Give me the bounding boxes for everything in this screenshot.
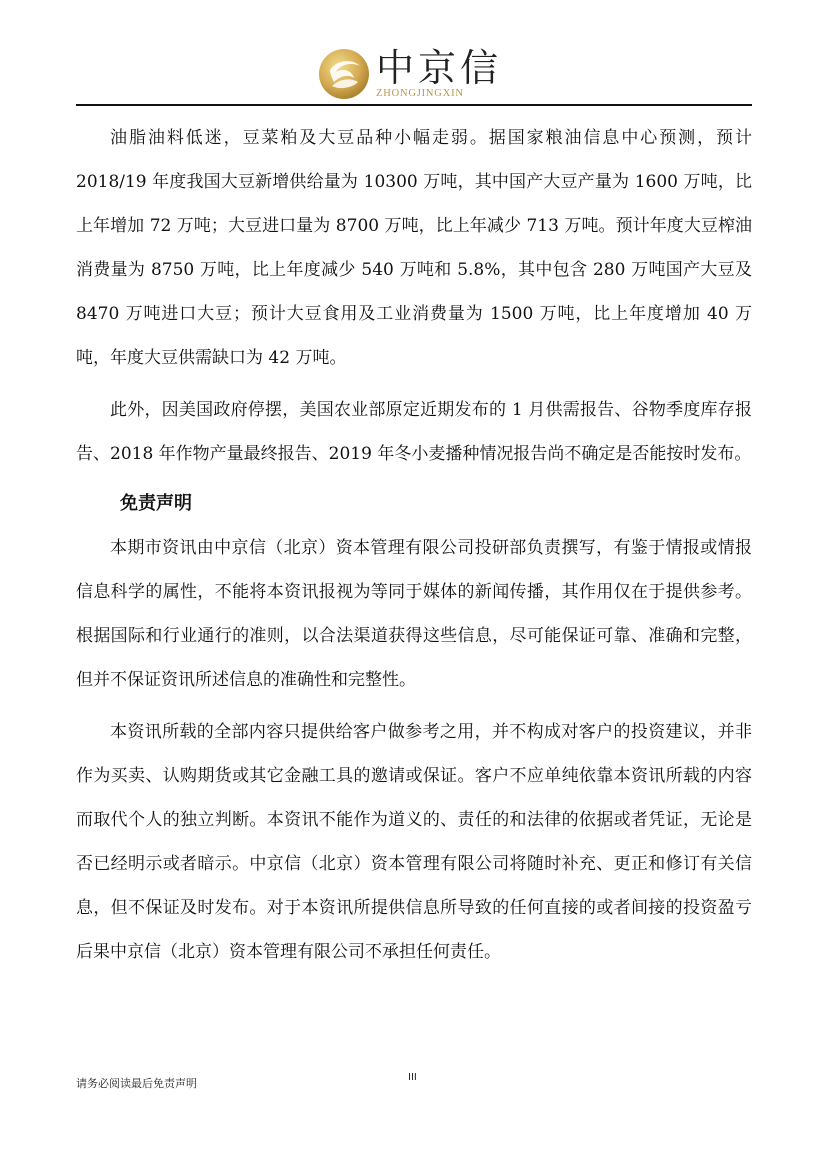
market-paragraph-1: 油脂油料低迷，豆菜粕及大豆品种小幅走弱。据国家粮油信息中心预测，预计 2018/19 年度我国大豆新增供给量为 10300 万吨，其中国产大豆产量为 1600 万吨，比上年增加 72 万吨；大豆进口量为 8700 万吨，比上年减少 713 万吨。预计年度大豆榨油消费量为 8750 万吨，比上年度减少 540 万吨和 5.8%，其中包含 280 万吨国产大豆及 8470 万吨进口大豆；预计大豆食用及工业消费量为 1500 万吨，比上年度增加 40 万吨，年度大豆供需缺口为 42 万吨。 (76, 128, 752, 368)
disclaimer-heading: 免责声明 (120, 493, 192, 514)
page-header (0, 0, 827, 106)
disclaimer-paragraph-1: 本期市资讯由中京信（北京）资本管理有限公司投研部负责撰写，有鉴于情报或情报信息科学的属性，不能将本资讯报视为等同于媒体的新闻传播，其作用仅在于提供参考。根据国际和行业通行的准则，以合法渠道获得这些信息，尽可能保证可靠、准确和完整，但并不保证资讯所述信息的准确性和完整性。 (76, 538, 752, 690)
swirl-logo-icon (318, 48, 370, 100)
market-paragraph-2: 此外，因美国政府停摆，美国农业部原定近期发布的 1 月供需报告、谷物季度库存报告、2018 年作物产量最终报告、2019 年冬小麦播种情况报告尚不确定是否能按时发布。 (76, 400, 752, 464)
company-logo (318, 44, 518, 104)
logo-chinese-name: 中京信 (376, 46, 503, 90)
header-divider (76, 104, 752, 106)
document-body (76, 116, 752, 982)
page-number: III (408, 1072, 417, 1083)
disclaimer-paragraph-2: 本资讯所载的全部内容只提供给客户做参考之用，并不构成对客户的投资建议，并非作为买卖、认购期货或其它金融工具的邀请或保证。客户不应单纯依靠本资讯所载的内容而取代个人的独立判断。本资讯不能作为道义的、责任的和法律的依据或者凭证，无论是否已经明示或者暗示。中京信（北京）资本管理有限公司将随时补充、更正和修订有关信息，但不保证及时发布。对于本资讯所提供信息所导致的任何直接的或者间接的投资盈亏后果中京信（北京）资本管理有限公司不承担任何责任。 (76, 722, 752, 962)
logo-english-name: ZHONGJINGXIN (376, 88, 464, 99)
footer-disclaimer-note: 请务必阅读最后免责声明 (76, 1077, 197, 1090)
